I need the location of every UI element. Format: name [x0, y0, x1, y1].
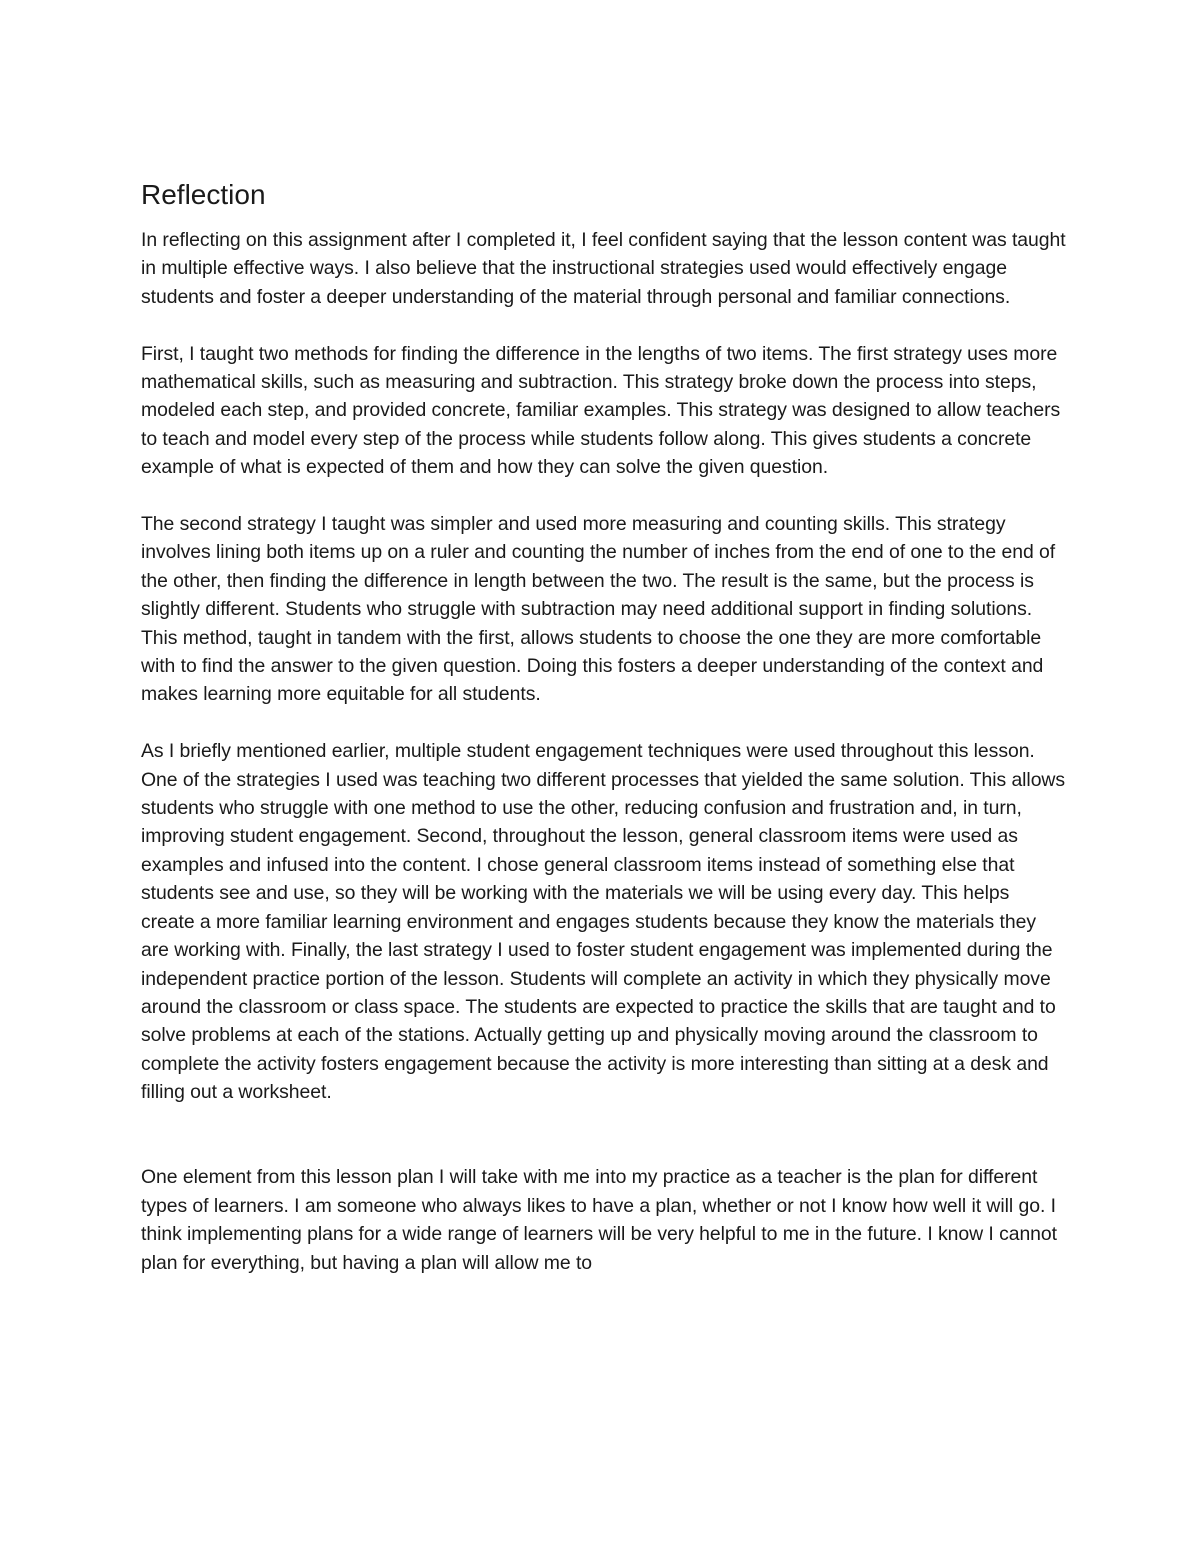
paragraph-takeaway: One element from this lesson plan I will take with me into my practice as a teacher is the plan for different types of learners. I am someone who always likes to have a plan, whether or not I know how well it will go. I think implementing plans for a wide range of learners will be very helpful to me in the future. I know I cannot plan for everything, but having a plan will allow me to	[141, 1166, 1057, 1274]
paragraph-engagement: As I briefly mentioned earlier, multiple student engagement techniques were used throughout this lesson. One of the strategies I used was teaching two different processes that yielded the same solution. This allows students who struggle with one method to use the other, reducing confusion and frustration and, in turn, improving student engagement. Second, throughout the lesson, general classroom items were used as examples and infused into the content. I chose general classroom items instead of something else that students see and use, so they will be working with the materials we will be using every day. This helps create a more familiar learning environment and engages students because they know the materials they are working with. Finally, the last strategy I used to foster student engagement was implemented during the independent practice portion of the lesson. Students will complete an activity in which they physically move around the classroom or class space. The students are expected to practice the skills that are taught and to solve problems at each of the stations. Actually getting up and physically moving around the classroom to complete the activity fosters engagement because the activity is more interesting than sitting at a desk and filling out a worksheet.	[141, 740, 1066, 1104]
document-body	[141, 176, 1066, 1305]
paragraph-intro: In reflecting on this assignment after I completed it, I feel confident saying that the lesson content was taught in multiple effective ways. I also believe that the instructional strategies used would effectively engage students and foster a deeper understanding of the material through personal and familiar connections.	[141, 229, 1066, 308]
paragraph-first-strategy: First, I taught two methods for finding the difference in the lengths of two items. The first strategy uses more mathematical skills, such as measuring and subtraction. This strategy broke down the process into steps, modeled each step, and provided concrete, familiar examples. This strategy was designed to allow teachers to teach and model every step of the process while students follow along. This gives students a concrete example of what is expected of them and how they can solve the given question.	[141, 342, 1061, 479]
document-title: Reflection	[141, 179, 266, 210]
paragraph-second-strategy: The second strategy I taught was simpler and used more measuring and counting skills. This strategy involves lining both items up on a ruler and counting the number of inches from the end of one to the end of the other, then finding the difference in length between the two. The result is the same, but the process is slightly different. Students who struggle with subtraction may need additional support in finding solutions. This method, taught in tandem with the first, allows students to choose the one they are more comfortable with to find the answer to the given question. Doing this fosters a deeper understanding of the context and makes learning more equitable for all students.	[141, 513, 1056, 706]
